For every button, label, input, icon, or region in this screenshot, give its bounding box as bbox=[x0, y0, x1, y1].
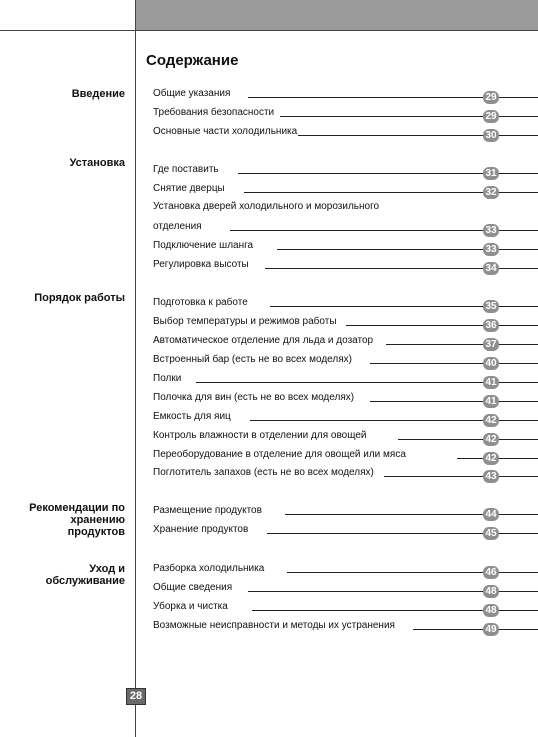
page-badge: 35 bbox=[483, 300, 499, 313]
toc-entry-text: Автоматическое отделение для льда и дозатор bbox=[153, 335, 374, 346]
toc-entry[interactable] bbox=[153, 505, 538, 523]
leader-line bbox=[370, 401, 538, 402]
toc-entry[interactable] bbox=[153, 88, 538, 106]
toc-entry-text: Встроенный бар (есть не во всех моделях) bbox=[153, 354, 352, 365]
toc-entry[interactable] bbox=[153, 164, 538, 182]
header-band bbox=[135, 0, 538, 30]
leader-line bbox=[386, 344, 538, 345]
section-label-line: обслуживание bbox=[45, 575, 125, 587]
page-number: 28 bbox=[126, 688, 146, 705]
leader-line bbox=[413, 629, 538, 630]
toc-entry-text: Требования безопасности bbox=[153, 107, 275, 118]
toc-entry[interactable] bbox=[153, 259, 538, 277]
toc-entry-text: Полки bbox=[153, 373, 182, 384]
toc-entry[interactable] bbox=[153, 201, 538, 219]
toc-entry-text: Выбор температуры и режимов работы bbox=[153, 316, 337, 327]
toc-entry[interactable] bbox=[153, 563, 538, 581]
toc-entry-text: Уборка и чистка bbox=[153, 601, 228, 612]
toc-entry[interactable] bbox=[153, 354, 538, 372]
toc-entry[interactable] bbox=[153, 221, 538, 239]
toc-entry-text: Контроль влажности в отделении для овощей bbox=[153, 430, 367, 441]
page-badge: 42 bbox=[483, 414, 499, 427]
toc-entry-text: Емкость для яиц bbox=[153, 411, 231, 422]
leader-line bbox=[346, 325, 538, 326]
leader-line bbox=[398, 439, 538, 440]
page-title: Содержание bbox=[146, 52, 239, 69]
toc-entry-text: Общие указания bbox=[153, 88, 231, 99]
page-badge: 45 bbox=[483, 527, 499, 540]
section-label-line: Рекомендации по bbox=[29, 502, 125, 514]
toc-entry-text: Переоборудование в отделение для овощей или мяса bbox=[153, 449, 406, 460]
toc-entry-text: Полочка для вин (есть не во всех моделях) bbox=[153, 392, 355, 403]
page-badge: 43 bbox=[483, 470, 499, 483]
section-label-line: Уход и bbox=[89, 563, 125, 575]
page-badge: 41 bbox=[483, 376, 499, 389]
page-badge: 33 bbox=[483, 224, 499, 237]
toc-entry[interactable] bbox=[153, 524, 538, 542]
margin-rule bbox=[135, 0, 136, 737]
section-label-line: продуктов bbox=[67, 526, 125, 538]
toc-entry[interactable] bbox=[153, 373, 538, 391]
page-badge: 30 bbox=[483, 129, 499, 142]
toc-entry-text: Снятие дверцы bbox=[153, 183, 225, 194]
header-rule bbox=[0, 30, 538, 31]
toc-entry[interactable] bbox=[153, 240, 538, 258]
page-badge: 29 bbox=[483, 91, 499, 104]
page-badge: 40 bbox=[483, 357, 499, 370]
page-badge: 42 bbox=[483, 452, 499, 465]
leader-line bbox=[298, 135, 538, 136]
toc-entry-text: Регулировка высоты bbox=[153, 259, 249, 270]
toc-entry[interactable] bbox=[153, 335, 538, 353]
leader-line bbox=[370, 363, 538, 364]
toc-entry-text: Где поставить bbox=[153, 164, 219, 175]
page-badge: 44 bbox=[483, 508, 499, 521]
toc-entry[interactable] bbox=[153, 601, 538, 619]
page-badge: 42 bbox=[483, 433, 499, 446]
section-label-line: Установка bbox=[69, 157, 125, 169]
toc-entry[interactable] bbox=[153, 411, 538, 429]
page-badge: 32 bbox=[483, 186, 499, 199]
section-label-line: Порядок работы bbox=[34, 292, 125, 304]
section-install bbox=[0, 157, 125, 169]
toc-entry[interactable] bbox=[153, 316, 538, 334]
toc-entry-text: отделения bbox=[153, 221, 202, 232]
page-badge: 33 bbox=[483, 243, 499, 256]
toc-entry[interactable] bbox=[153, 392, 538, 410]
section-label-line: Введение bbox=[71, 88, 125, 100]
toc-entry[interactable] bbox=[153, 297, 538, 315]
page-badge: 29 bbox=[483, 110, 499, 123]
toc-entry-text: Поглотитель запахов (есть не во всех моделях) bbox=[153, 467, 374, 478]
page-badge: 37 bbox=[483, 338, 499, 351]
page-badge: 36 bbox=[483, 319, 499, 332]
toc-entry-text: Общие сведения bbox=[153, 582, 233, 593]
toc-entry-text: Подготовка к работе bbox=[153, 297, 248, 308]
toc-entry[interactable] bbox=[153, 620, 538, 638]
toc-entry[interactable] bbox=[153, 107, 538, 125]
page-badge: 31 bbox=[483, 167, 499, 180]
page-badge: 41 bbox=[483, 395, 499, 408]
toc-entry[interactable] bbox=[153, 430, 538, 448]
leader-line bbox=[285, 514, 538, 515]
leader-line bbox=[384, 476, 538, 477]
section-operation bbox=[0, 292, 125, 304]
toc-entry-text: Размещение продуктов bbox=[153, 505, 262, 516]
section-intro bbox=[0, 88, 125, 100]
toc-entry[interactable] bbox=[153, 467, 538, 485]
leader-line bbox=[287, 572, 538, 573]
toc-entry-text: Подключение шланга bbox=[153, 240, 254, 251]
toc-entry-text: Возможные неисправности и методы их устранения bbox=[153, 620, 395, 631]
section-label-line: хранению bbox=[70, 514, 125, 526]
toc-entry[interactable] bbox=[153, 449, 538, 467]
page-badge: 48 bbox=[483, 585, 499, 598]
section-care bbox=[0, 563, 125, 587]
leader-line bbox=[280, 116, 538, 117]
toc-entry[interactable] bbox=[153, 126, 538, 144]
section-storage bbox=[0, 502, 125, 538]
toc-entry-text: Разборка холодильника bbox=[153, 563, 265, 574]
toc-entry[interactable] bbox=[153, 582, 538, 600]
page-badge: 34 bbox=[483, 262, 499, 275]
toc-entry-text: Хранение продуктов bbox=[153, 524, 249, 535]
toc-entry[interactable] bbox=[153, 183, 538, 201]
page-badge: 49 bbox=[483, 623, 499, 636]
page-badge: 46 bbox=[483, 566, 499, 579]
toc-entry-text: Основные части холодильника bbox=[153, 126, 298, 137]
page-badge: 48 bbox=[483, 604, 499, 617]
toc-entry-text: Установка дверей холодильного и морозильного bbox=[153, 201, 380, 212]
